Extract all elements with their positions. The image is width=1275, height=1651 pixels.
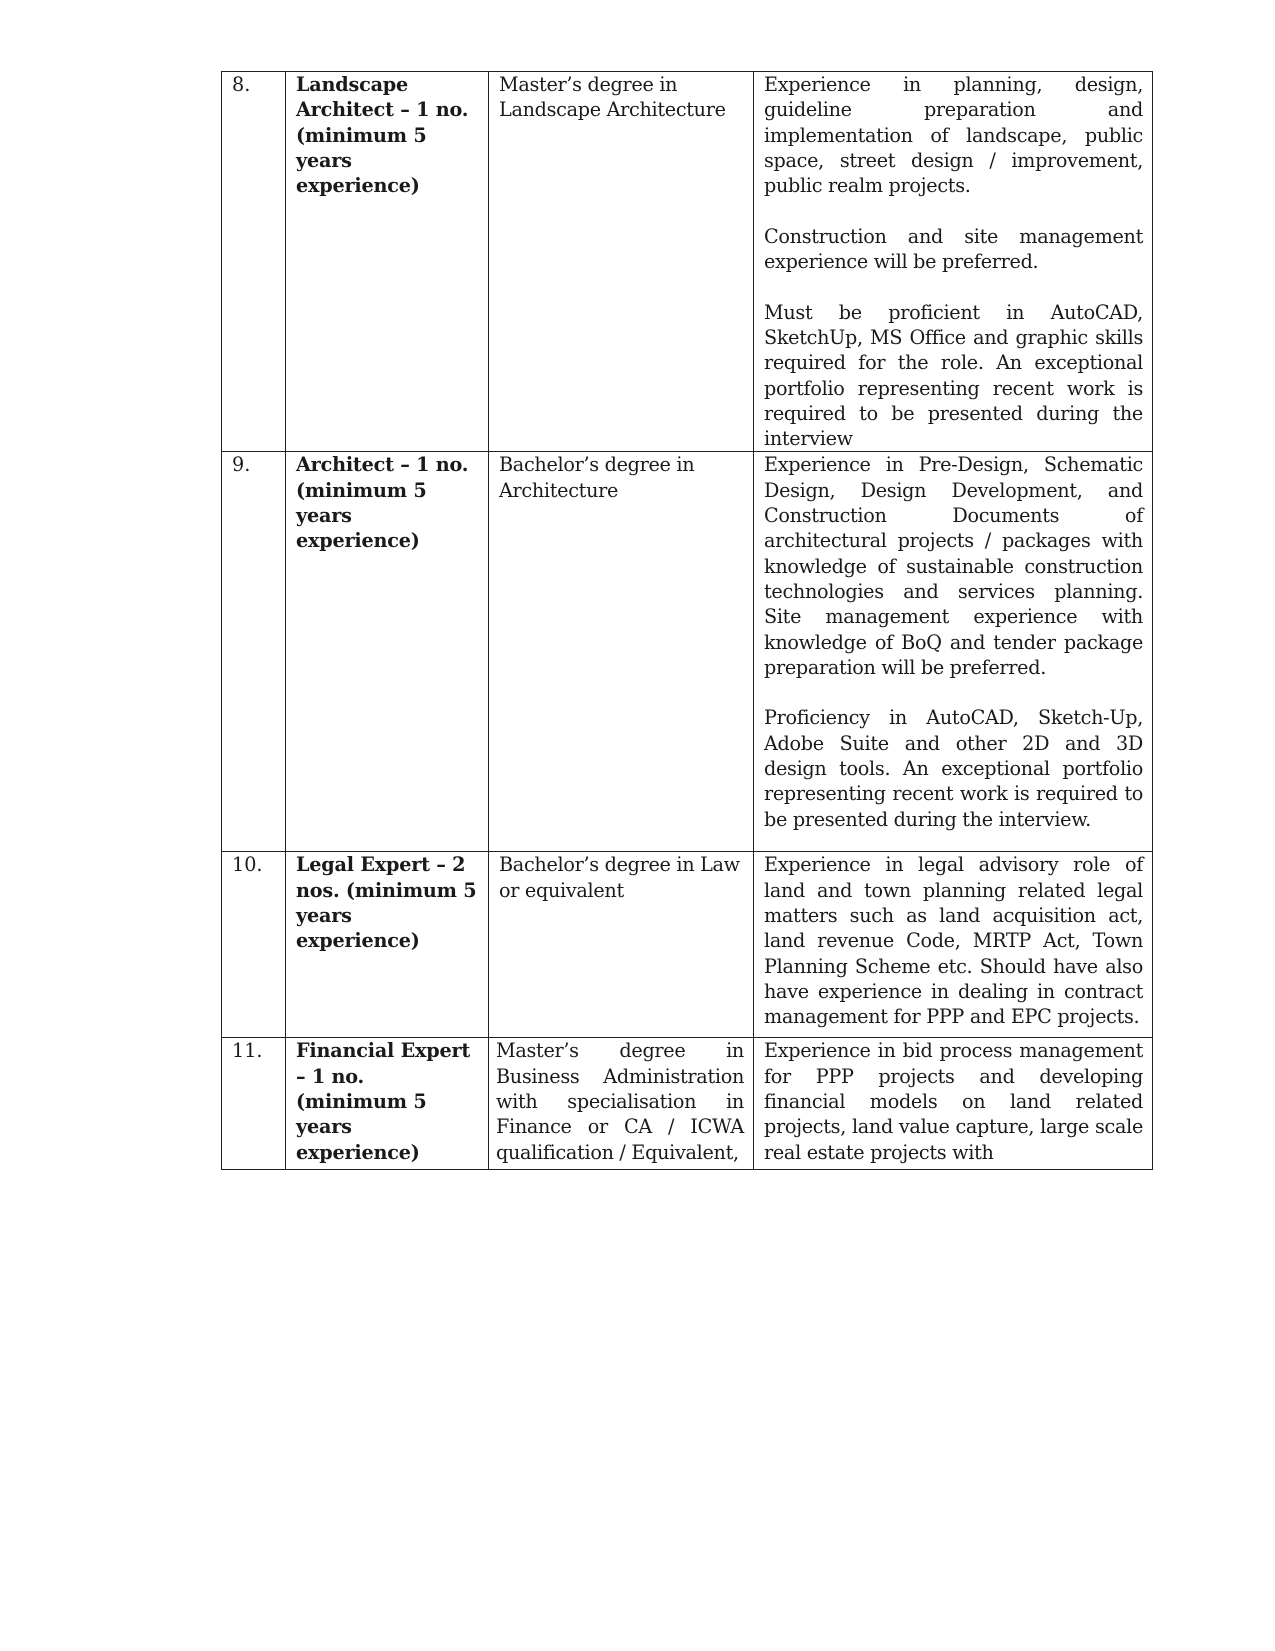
qualification-text: Bachelor’s degree in Law or equivalent	[499, 853, 740, 902]
qualification-cell	[489, 452, 754, 852]
qualification-cell	[489, 72, 754, 452]
table-row	[222, 1038, 1153, 1170]
serial-number: 11.	[222, 1038, 286, 1170]
experience-paragraph: Experience in legal advisory role of land and town planning related legal matters such as land acquisition act, land revenue Code, MRTP Act, Town Planning Scheme etc. Should have also have experience in dealing in contract management for PPP and EPC projects.	[764, 853, 1143, 1029]
requirements-table	[221, 71, 1153, 1170]
post-title: Financial Expert – 1 no. (minimum 5 years experience)	[286, 1038, 489, 1170]
experience-cell	[754, 852, 1153, 1038]
qualification-text: Bachelor’s degree in Architecture	[499, 453, 695, 502]
table-row	[222, 452, 1153, 852]
experience-cell	[754, 1038, 1153, 1170]
experience-paragraph: Experience in bid process management for PPP projects and developing financial models on land related projects, land value capture, large scale real estate projects with	[764, 1039, 1143, 1164]
serial-number: 9.	[222, 452, 286, 852]
experience-paragraph: Proficiency in AutoCAD, Sketch-Up, Adobe Suite and other 2D and 3D design tools. An exceptional portfolio representing recent work is required to be presented during the interview.	[764, 706, 1143, 831]
experience-cell	[754, 452, 1153, 852]
post-title: Legal Expert – 2 nos. (minimum 5 years experience)	[286, 852, 489, 1038]
experience-paragraph: Must be proficient in AutoCAD, SketchUp, MS Office and graphic skills required for the role. An exceptional portfolio representing recent work is required to be presented during the interview	[764, 300, 1143, 451]
qualification-text: Master’s degree in Business Administration with specialisation in Finance or CA / ICWA qualification / Equivalent,	[496, 1039, 744, 1164]
table-row	[222, 72, 1153, 452]
table-row	[222, 852, 1153, 1038]
experience-paragraph: Experience in planning, design, guideline preparation and implementation of landscape, public space, street design / improvement, public realm projects.	[764, 73, 1143, 198]
post-title: Architect – 1 no. (minimum 5 years experience)	[286, 452, 489, 852]
serial-number: 8.	[222, 72, 286, 452]
post-title: Landscape Architect – 1 no. (minimum 5 years experience)	[286, 72, 489, 452]
experience-cell	[754, 72, 1153, 452]
qualification-text: Master’s degree in Landscape Architecture	[499, 73, 726, 122]
qualification-cell	[489, 852, 754, 1038]
experience-paragraph: Construction and site management experience will be preferred.	[764, 224, 1143, 274]
qualification-cell	[489, 1038, 754, 1170]
experience-paragraph: Experience in Pre-Design, Schematic Design, Design Development, and Construction Documents of architectural projects / packages with knowledge of sustainable construction technologies and services planning. Site management experience with knowledge of BoQ and tender package preparation will be preferred.	[764, 453, 1143, 679]
serial-number: 10.	[222, 852, 286, 1038]
